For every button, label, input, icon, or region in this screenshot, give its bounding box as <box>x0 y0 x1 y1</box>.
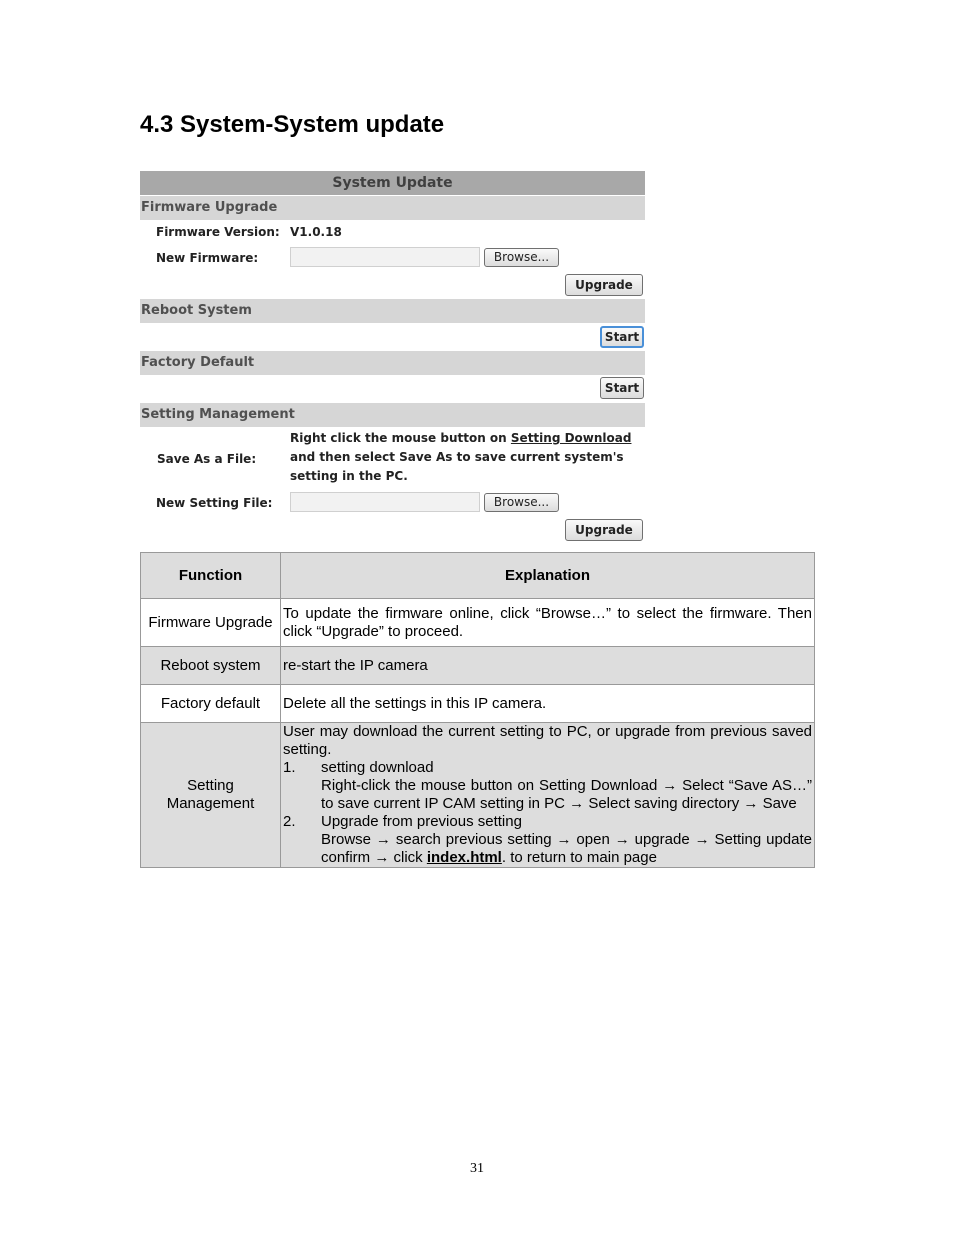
factory-start-button[interactable]: Start <box>600 377 644 399</box>
save-as-text: Right click the mouse button on <box>290 431 511 445</box>
firmware-browse-button[interactable]: Browse... <box>484 248 559 267</box>
page-number: 31 <box>470 1161 484 1176</box>
new-firmware-input[interactable] <box>290 247 480 267</box>
new-setting-input[interactable] <box>290 492 480 512</box>
section-setting-management: Setting Management <box>140 403 645 427</box>
save-as-label: Save As a File: <box>157 452 257 466</box>
section-reboot-system: Reboot System <box>140 299 645 323</box>
list-number: 1. <box>283 759 296 776</box>
setting-intro: User may download the current setting to PC, or upgrade from previous saved setting. <box>283 723 812 758</box>
setting-download-link[interactable]: Setting Download <box>510 431 632 445</box>
list-body-text: Browse → search previous setting → open → upgrade → Setting update confirm → click <box>321 831 812 866</box>
reboot-start-button[interactable]: Start <box>600 326 644 348</box>
row-explanation: re-start the IP camera <box>281 647 815 685</box>
row-function: Setting Management <box>141 723 281 868</box>
setting-browse-button[interactable]: Browse... <box>484 493 559 512</box>
save-as-text-cont: and then select Save As to save current system's setting in the PC. <box>290 450 624 483</box>
table-row <box>141 685 815 723</box>
list-title: setting download <box>321 759 434 776</box>
index-html-link[interactable]: index.html <box>426 849 502 866</box>
list-title: Upgrade from previous setting <box>321 813 522 830</box>
row-function: Firmware Upgrade <box>141 599 281 647</box>
list-body-text-end: . to return to main page <box>501 849 657 866</box>
table-row <box>141 599 815 647</box>
new-setting-label: New Setting File: <box>156 496 273 510</box>
header-explanation: Explanation <box>281 553 815 599</box>
row-function: Reboot system <box>141 647 281 685</box>
list-item <box>283 813 812 831</box>
row-function: Factory default <box>141 685 281 723</box>
page-heading: 4.3 System-System update <box>140 111 445 138</box>
explanation-table <box>140 552 815 868</box>
list-item <box>283 759 812 777</box>
save-as-instructions <box>290 429 645 486</box>
system-update-panel <box>140 171 645 545</box>
new-firmware-label: New Firmware: <box>156 251 259 265</box>
row-explanation: To update the firmware online, click “Browse…” to select the firmware. Then click “Upgrade” to proceed. <box>281 599 815 647</box>
section-factory-default: Factory Default <box>140 351 645 375</box>
firmware-version-value: V1.0.18 <box>290 225 342 239</box>
section-firmware-upgrade: Firmware Upgrade <box>140 196 645 220</box>
table-row <box>141 723 815 868</box>
row-explanation: Delete all the settings in this IP camera. <box>281 685 815 723</box>
table-header-row <box>141 553 815 599</box>
setting-upgrade-button[interactable]: Upgrade <box>565 519 643 541</box>
table-row <box>141 647 815 685</box>
panel-title: System Update <box>140 171 645 195</box>
list-body: Right-click the mouse button on Setting Download → Select “Save AS…” to save current IP CAM setting in PC → Select saving directory → Save <box>321 777 812 812</box>
list-body <box>283 831 812 867</box>
list-number: 2. <box>283 813 296 830</box>
firmware-upgrade-button[interactable]: Upgrade <box>565 274 643 296</box>
header-function: Function <box>141 553 281 599</box>
row-explanation <box>281 723 815 868</box>
firmware-version-label: Firmware Version: <box>156 225 280 239</box>
